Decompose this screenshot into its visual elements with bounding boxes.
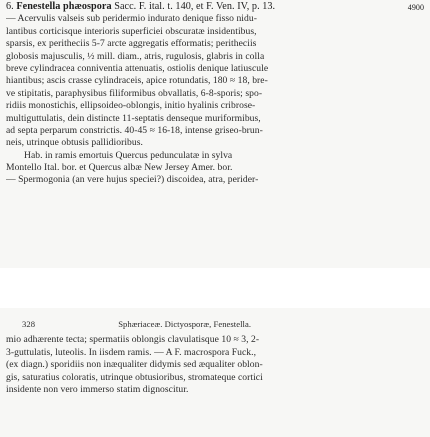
running-title: Sphæriaceæ. Dictyosporæ, Fenestella. (118, 319, 252, 329)
text-line: (ex diagn.) sporidiis non inæqualiter didymis sed æqualiter oblon- (6, 359, 263, 371)
lower-book-page (0, 308, 430, 437)
text-line: gis, saturatius coloratis, utrinque obtusioribus, stromateque cortici (6, 371, 263, 383)
text-line: 3-guttulatis, luteolis. In iisdem ramis. — A F. macrospora Fuck., (6, 346, 257, 358)
text-line: mio adhærente tecta; spermatiis oblongis clavulatisque 10 ≈ 3, 2- (6, 334, 260, 346)
catalog-number: 4900 (407, 3, 424, 12)
text-line: globosis majusculis, ½ mill. diam., atris, rugulosis, glabris in colla (6, 50, 265, 62)
text-line: multiguttulatis, dein distincte 11-septatis denseque muriformibus, (6, 112, 261, 124)
text-line: Montello Ital. bor. et Quercus albæ New Jersey Amer. bor. (6, 162, 233, 174)
text-line: ridiis monostichis, ellipsoideo-oblongis, initio hyalinis cribrose- (6, 100, 256, 112)
text-line: lantibus corticisque interioris superficiei obscuratæ insidentibus, (6, 25, 257, 37)
entry-heading (6, 1, 424, 13)
text-line: — Spermogonia (an vere hujus speciei?) discoidea, atra, perider- (6, 174, 259, 186)
habitat-line: Hab. in ramis emortuis Quercus pedunculatæ in sylva (24, 149, 233, 161)
continued-entry (6, 318, 424, 396)
text-line: neis, utrinque obtusis pallidioribus. (6, 137, 143, 149)
species-entry (6, 1, 424, 187)
running-head (6, 318, 424, 330)
text-line: ve stipitatis, paraphysibus filiformibus obvallatis, 6-8-sporis; spo- (6, 87, 263, 99)
entry-number: 6. (6, 1, 14, 12)
entry-citation: Sacc. F. ital. t. 140, et F. Ven. IV, p. 13. (114, 1, 276, 12)
text-line: hiantibus; ascis crasse cylindraceis, apice rotundatis, 180 ≈ 18, bre- (6, 75, 268, 87)
entry-species: phæospora (63, 1, 112, 12)
text-line: sparsis, ex peritheciis 5-7 arcte aggregatis efformatis; peritheciis (6, 38, 257, 50)
text-line: ad septa perparum constrictis. 40-45 ≈ 16-18, intense griseo-brun- (6, 124, 263, 136)
entry-genus: Fenestella (16, 1, 61, 12)
page-gap (0, 268, 430, 308)
text-line: insidente non vero immerso statim dignoscitur. (6, 383, 189, 395)
text-line: breve cylindracea conniventia attenuatis, ostiolis denique latiuscule (6, 62, 269, 74)
page-number: 328 (22, 319, 36, 329)
text-line: — Acervulis valseis sub peridermio indurato denique fisso nidu- (6, 13, 257, 25)
